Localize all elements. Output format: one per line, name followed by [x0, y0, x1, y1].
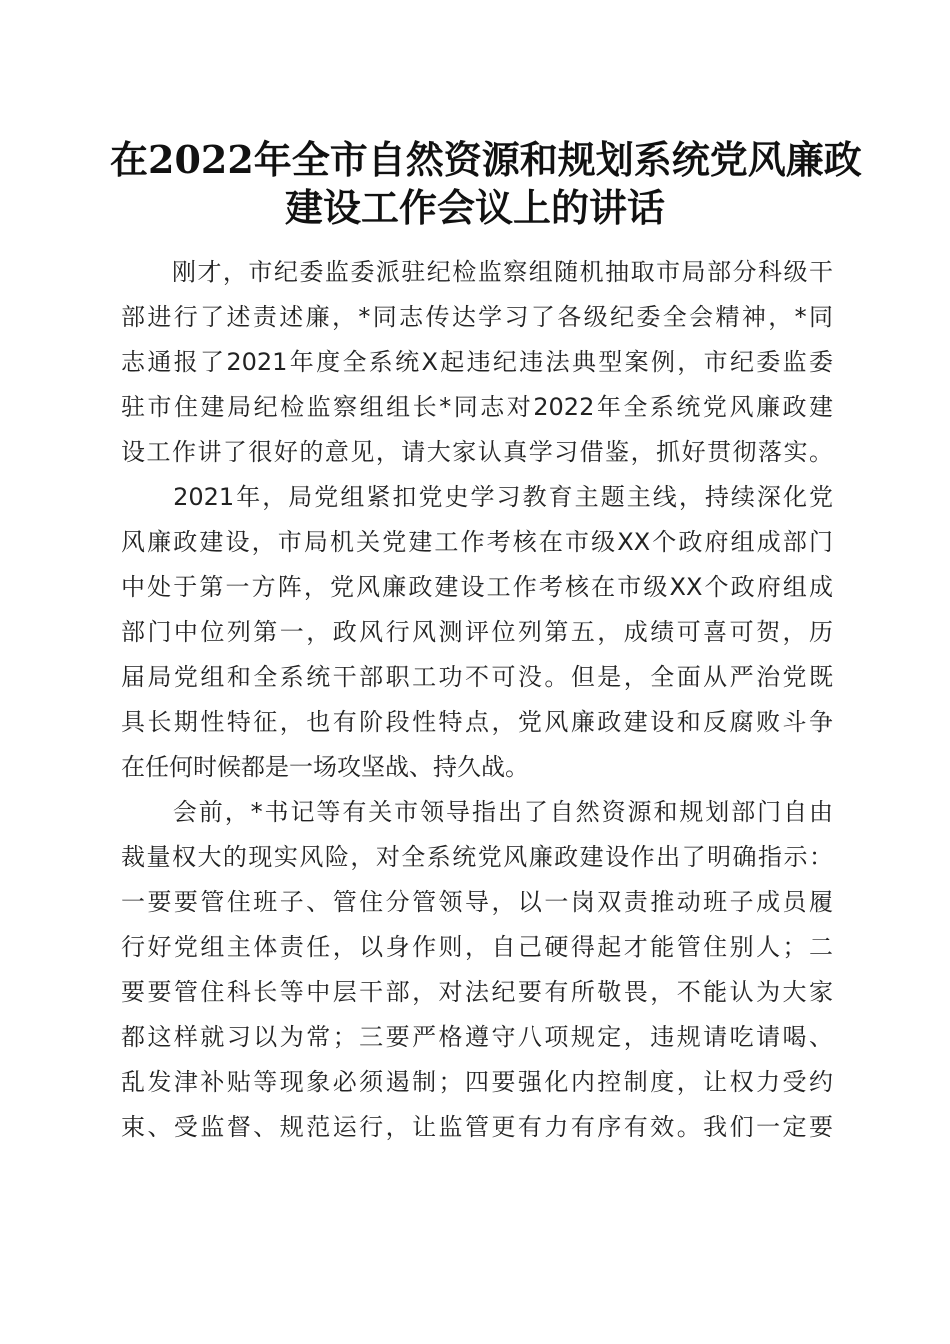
- text-line: 具长期性特征，也有阶段性特点，党风廉政建设和反腐败斗争: [121, 708, 833, 736]
- text-line: 都这样就习以为常；三要严格遵守八项规定，违规请吃请喝、: [121, 1023, 833, 1051]
- text-line: 风廉政建设，市局机关党建工作考核在市级XX个政府组成部门: [121, 528, 833, 556]
- paragraph: [121, 475, 833, 790]
- text-line: 部门中位列第一，政风行风测评位列第五，成绩可喜可贺，历: [121, 618, 833, 646]
- text-line: 中处于第一方阵，党风廉政建设工作考核在市级XX个政府组成: [121, 573, 833, 601]
- title-line: 在2022年全市自然资源和规划系统党风廉政: [110, 137, 862, 182]
- document-title: [110, 136, 862, 232]
- title-line: 建设工作会议上的讲话: [284, 185, 665, 230]
- text-line: 驻市住建局纪检监察组组长*同志对2022年全系统党风廉政建: [121, 393, 833, 421]
- text-line: 在任何时候都是一场攻坚战、持久战。: [121, 753, 529, 781]
- text-line: 志通报了2021年度全系统X起违纪违法典型案例，市纪委监委: [121, 348, 833, 376]
- text-line: 届局党组和全系统干部职工功不可没。但是，全面从严治党既: [121, 663, 833, 691]
- text-line: 乱发津补贴等现象必须遏制；四要强化内控制度，让权力受约: [121, 1068, 833, 1096]
- text-line: 部进行了述责述廉，*同志传达学习了各级纪委全会精神，*同: [121, 303, 833, 331]
- text-line: 束、受监督、规范运行，让监管更有力有序有效。我们一定要: [121, 1113, 833, 1141]
- document-body: [121, 250, 833, 1150]
- text-line: 一要要管住班子、管住分管领导，以一岗双责推动班子成员履: [121, 888, 833, 916]
- paragraph: [121, 250, 833, 475]
- text-line: 设工作讲了很好的意见，请大家认真学习借鉴，抓好贯彻落实。: [121, 438, 833, 466]
- text-line: 刚才，市纪委监委派驻纪检监察组随机抽取市局部分科级干: [121, 258, 833, 286]
- paragraph: [121, 790, 833, 1150]
- text-line: 行好党组主体责任，以身作则，自己硬得起才能管住别人；二: [121, 933, 833, 961]
- text-line: 会前，*书记等有关市领导指出了自然资源和规划部门自由: [121, 798, 833, 826]
- text-line: 裁量权大的现实风险，对全系统党风廉政建设作出了明确指示：: [121, 843, 833, 871]
- text-line: 要要管住科长等中层干部，对法纪要有所敬畏，不能认为大家: [121, 978, 833, 1006]
- text-line: 2021年，局党组紧扣党史学习教育主题主线，持续深化党: [121, 483, 833, 511]
